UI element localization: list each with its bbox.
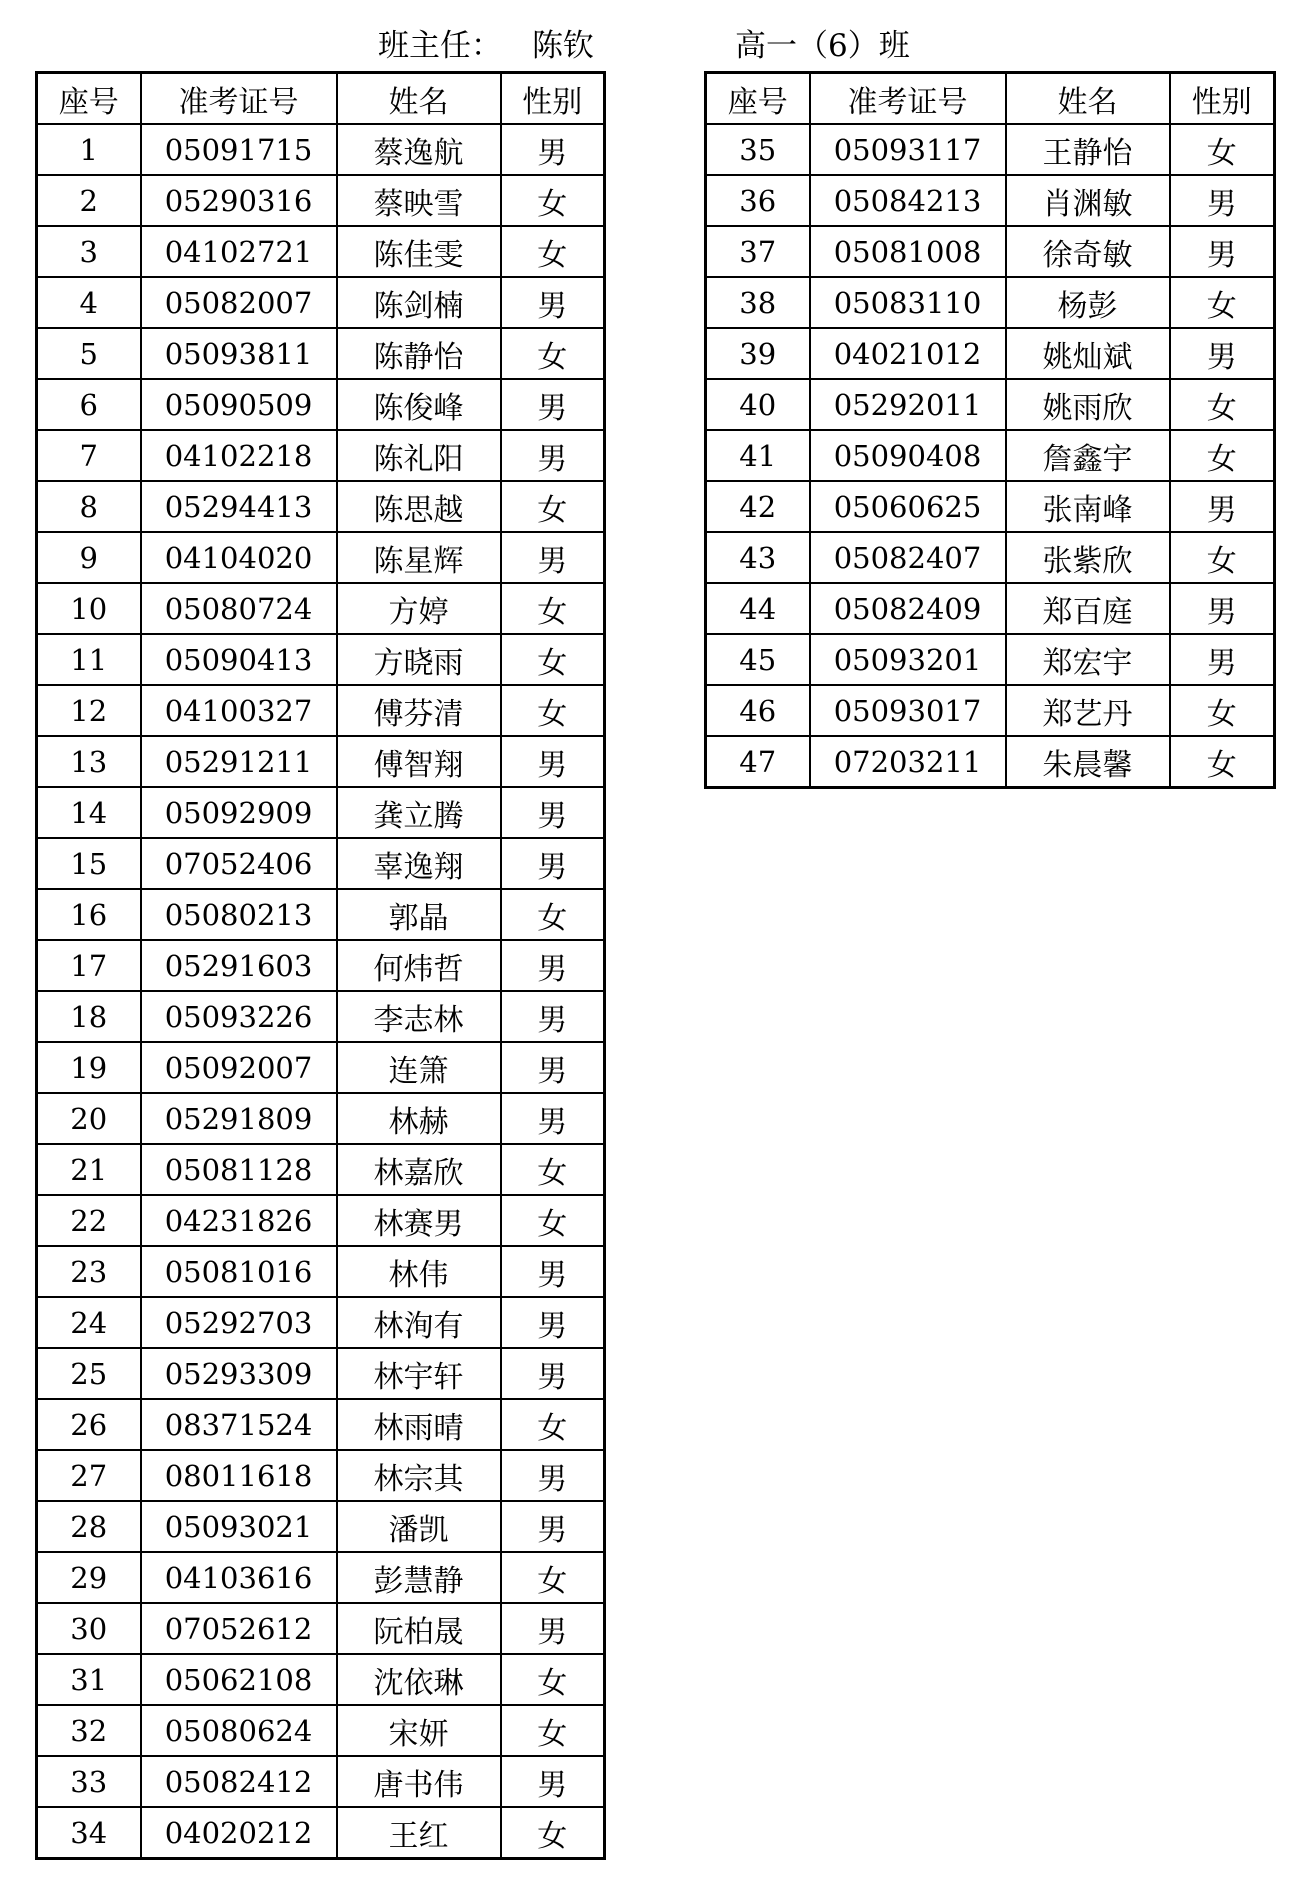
gender-cell: 女 xyxy=(501,1654,605,1705)
seat-number-cell: 38 xyxy=(706,277,810,328)
seat-number-cell: 22 xyxy=(37,1195,141,1246)
table-row xyxy=(706,430,1275,481)
exam-id-cell: 05083110 xyxy=(810,277,1006,328)
exam-id-cell: 05082407 xyxy=(810,532,1006,583)
seat-number-cell: 26 xyxy=(37,1399,141,1450)
seat-number-cell: 19 xyxy=(37,1042,141,1093)
student-name-cell: 连箫 xyxy=(337,1042,501,1093)
exam-id-cell: 05090509 xyxy=(141,379,337,430)
seat-number-cell: 20 xyxy=(37,1093,141,1144)
exam-id-cell: 05082007 xyxy=(141,277,337,328)
table-row xyxy=(37,1246,605,1297)
exam-id-cell: 05081128 xyxy=(141,1144,337,1195)
student-name-cell: 杨彭 xyxy=(1006,277,1170,328)
student-name-cell: 方婷 xyxy=(337,583,501,634)
student-name-cell: 林赛男 xyxy=(337,1195,501,1246)
student-name-cell: 沈依琳 xyxy=(337,1654,501,1705)
exam-id-cell: 05294413 xyxy=(141,481,337,532)
seat-number-cell: 46 xyxy=(706,685,810,736)
table-row xyxy=(37,991,605,1042)
student-name-cell: 林雨晴 xyxy=(337,1399,501,1450)
gender-cell: 男 xyxy=(501,1093,605,1144)
exam-id-cell: 05090413 xyxy=(141,634,337,685)
gender-cell: 女 xyxy=(501,328,605,379)
table-row xyxy=(37,1807,605,1859)
seat-number-cell: 17 xyxy=(37,940,141,991)
exam-id-cell: 05093021 xyxy=(141,1501,337,1552)
seat-number-cell: 18 xyxy=(37,991,141,1042)
seat-number-cell: 24 xyxy=(37,1297,141,1348)
exam-id-cell: 05092909 xyxy=(141,787,337,838)
seat-number-cell: 7 xyxy=(37,430,141,481)
student-name-cell: 朱晨馨 xyxy=(1006,736,1170,788)
table-row xyxy=(706,175,1275,226)
gender-cell: 女 xyxy=(501,1399,605,1450)
gender-cell: 女 xyxy=(1170,277,1275,328)
table-row xyxy=(37,1705,605,1756)
gender-cell: 女 xyxy=(1170,124,1275,175)
seat-number-cell: 39 xyxy=(706,328,810,379)
exam-id-cell: 05082409 xyxy=(810,583,1006,634)
seat-number-cell: 15 xyxy=(37,838,141,889)
gender-cell: 男 xyxy=(501,1348,605,1399)
exam-id-cell: 04021012 xyxy=(810,328,1006,379)
seat-number-cell: 5 xyxy=(37,328,141,379)
column-header-name: 姓名 xyxy=(337,73,501,125)
exam-id-cell: 05290316 xyxy=(141,175,337,226)
gender-cell: 男 xyxy=(501,838,605,889)
gender-cell: 女 xyxy=(501,1195,605,1246)
student-name-cell: 肖渊敏 xyxy=(1006,175,1170,226)
student-name-cell: 林伟 xyxy=(337,1246,501,1297)
student-name-cell: 阮柏晟 xyxy=(337,1603,501,1654)
table-row xyxy=(37,889,605,940)
table-row xyxy=(37,532,605,583)
table-row xyxy=(706,634,1275,685)
seat-number-cell: 6 xyxy=(37,379,141,430)
gender-cell: 男 xyxy=(501,1042,605,1093)
exam-id-cell: 05093226 xyxy=(141,991,337,1042)
student-name-cell: 王红 xyxy=(337,1807,501,1859)
gender-cell: 男 xyxy=(501,1450,605,1501)
table-row xyxy=(706,124,1275,175)
exam-id-cell: 05081008 xyxy=(810,226,1006,277)
table-row xyxy=(37,430,605,481)
exam-id-cell: 05082412 xyxy=(141,1756,337,1807)
table-row xyxy=(37,634,605,685)
gender-cell: 男 xyxy=(1170,175,1275,226)
column-header-exam-id: 准考证号 xyxy=(141,73,337,125)
table-row xyxy=(37,328,605,379)
seat-number-cell: 4 xyxy=(37,277,141,328)
gender-cell: 女 xyxy=(501,889,605,940)
student-name-cell: 詹鑫宇 xyxy=(1006,430,1170,481)
student-name-cell: 陈佳雯 xyxy=(337,226,501,277)
table-row xyxy=(37,175,605,226)
table-row xyxy=(37,1195,605,1246)
exam-id-cell: 07203211 xyxy=(810,736,1006,788)
gender-cell: 男 xyxy=(501,787,605,838)
exam-id-cell: 08011618 xyxy=(141,1450,337,1501)
exam-id-cell: 05080724 xyxy=(141,583,337,634)
table-row xyxy=(706,481,1275,532)
table-row xyxy=(37,1756,605,1807)
table-row xyxy=(37,1552,605,1603)
gender-cell: 男 xyxy=(501,124,605,175)
column-header-exam-id: 准考证号 xyxy=(810,73,1006,125)
gender-cell: 男 xyxy=(501,1246,605,1297)
seat-number-cell: 9 xyxy=(37,532,141,583)
gender-cell: 女 xyxy=(1170,430,1275,481)
exam-id-cell: 08371524 xyxy=(141,1399,337,1450)
exam-id-cell: 05092007 xyxy=(141,1042,337,1093)
gender-cell: 男 xyxy=(501,430,605,481)
seat-number-cell: 21 xyxy=(37,1144,141,1195)
student-name-cell: 辜逸翔 xyxy=(337,838,501,889)
exam-id-cell: 05080624 xyxy=(141,1705,337,1756)
table-header-row xyxy=(37,73,605,125)
seat-number-cell: 31 xyxy=(37,1654,141,1705)
seat-number-cell: 37 xyxy=(706,226,810,277)
seat-number-cell: 11 xyxy=(37,634,141,685)
seat-number-cell: 43 xyxy=(706,532,810,583)
seat-number-cell: 47 xyxy=(706,736,810,788)
gender-cell: 男 xyxy=(501,940,605,991)
student-name-cell: 陈礼阳 xyxy=(337,430,501,481)
table-header-row xyxy=(706,73,1275,125)
student-name-cell: 龚立腾 xyxy=(337,787,501,838)
gender-cell: 女 xyxy=(1170,685,1275,736)
seat-number-cell: 3 xyxy=(37,226,141,277)
teacher-name: 陈钦 xyxy=(532,28,594,64)
table-row xyxy=(706,736,1275,788)
gender-cell: 男 xyxy=(501,1756,605,1807)
gender-cell: 女 xyxy=(501,481,605,532)
exam-id-cell: 05090408 xyxy=(810,430,1006,481)
student-name-cell: 李志林 xyxy=(337,991,501,1042)
seat-number-cell: 36 xyxy=(706,175,810,226)
table-row xyxy=(37,379,605,430)
seat-number-cell: 28 xyxy=(37,1501,141,1552)
seat-number-cell: 12 xyxy=(37,685,141,736)
exam-id-cell: 05292011 xyxy=(810,379,1006,430)
student-name-cell: 陈俊峰 xyxy=(337,379,501,430)
seat-number-cell: 41 xyxy=(706,430,810,481)
table-row xyxy=(37,1093,605,1144)
gender-cell: 女 xyxy=(501,583,605,634)
exam-id-cell: 05093017 xyxy=(810,685,1006,736)
student-name-cell: 蔡逸航 xyxy=(337,124,501,175)
roster-table-right xyxy=(704,71,1276,789)
exam-id-cell: 05291603 xyxy=(141,940,337,991)
column-header-seat: 座号 xyxy=(37,73,141,125)
roster-table-left xyxy=(35,71,606,1860)
table-row xyxy=(37,1144,605,1195)
student-name-cell: 蔡映雪 xyxy=(337,175,501,226)
seat-number-cell: 2 xyxy=(37,175,141,226)
table-row xyxy=(37,1348,605,1399)
table-row xyxy=(37,1603,605,1654)
exam-id-cell: 05293309 xyxy=(141,1348,337,1399)
exam-id-cell: 05292703 xyxy=(141,1297,337,1348)
table-row xyxy=(37,226,605,277)
gender-cell: 男 xyxy=(1170,583,1275,634)
column-header-seat: 座号 xyxy=(706,73,810,125)
seat-number-cell: 25 xyxy=(37,1348,141,1399)
student-name-cell: 郭晶 xyxy=(337,889,501,940)
seat-number-cell: 13 xyxy=(37,736,141,787)
exam-id-cell: 05081016 xyxy=(141,1246,337,1297)
student-name-cell: 林宗其 xyxy=(337,1450,501,1501)
student-name-cell: 林嘉欣 xyxy=(337,1144,501,1195)
gender-cell: 男 xyxy=(501,1603,605,1654)
table-row xyxy=(706,328,1275,379)
table-row xyxy=(37,583,605,634)
exam-id-cell: 07052406 xyxy=(141,838,337,889)
table-row xyxy=(37,1501,605,1552)
gender-cell: 男 xyxy=(501,736,605,787)
seat-number-cell: 40 xyxy=(706,379,810,430)
student-name-cell: 唐书伟 xyxy=(337,1756,501,1807)
gender-cell: 男 xyxy=(1170,226,1275,277)
student-name-cell: 宋妍 xyxy=(337,1705,501,1756)
table-row xyxy=(37,838,605,889)
gender-cell: 女 xyxy=(1170,736,1275,788)
gender-cell: 女 xyxy=(501,685,605,736)
student-name-cell: 林宇轩 xyxy=(337,1348,501,1399)
student-name-cell: 陈星辉 xyxy=(337,532,501,583)
table-row xyxy=(37,124,605,175)
seat-number-cell: 27 xyxy=(37,1450,141,1501)
gender-cell: 男 xyxy=(501,1501,605,1552)
seat-number-cell: 1 xyxy=(37,124,141,175)
exam-id-cell: 07052612 xyxy=(141,1603,337,1654)
seat-number-cell: 45 xyxy=(706,634,810,685)
column-header-gender: 性别 xyxy=(501,73,605,125)
seat-number-cell: 34 xyxy=(37,1807,141,1859)
gender-cell: 男 xyxy=(501,532,605,583)
gender-cell: 女 xyxy=(501,226,605,277)
table-row xyxy=(706,379,1275,430)
table-row xyxy=(706,532,1275,583)
exam-id-cell: 04104020 xyxy=(141,532,337,583)
student-name-cell: 何炜哲 xyxy=(337,940,501,991)
table-row xyxy=(37,787,605,838)
seat-number-cell: 44 xyxy=(706,583,810,634)
seat-number-cell: 23 xyxy=(37,1246,141,1297)
student-name-cell: 彭慧静 xyxy=(337,1552,501,1603)
exam-id-cell: 05093117 xyxy=(810,124,1006,175)
student-name-cell: 徐奇敏 xyxy=(1006,226,1170,277)
student-name-cell: 傅智翔 xyxy=(337,736,501,787)
table-row xyxy=(706,685,1275,736)
student-name-cell: 郑艺丹 xyxy=(1006,685,1170,736)
gender-cell: 男 xyxy=(501,1297,605,1348)
seat-number-cell: 10 xyxy=(37,583,141,634)
teacher-label: 班主任： xyxy=(378,28,502,64)
student-name-cell: 王静怡 xyxy=(1006,124,1170,175)
gender-cell: 女 xyxy=(1170,532,1275,583)
class-name: 高一（6）班 xyxy=(735,28,910,64)
exam-id-cell: 04102218 xyxy=(141,430,337,481)
gender-cell: 女 xyxy=(1170,379,1275,430)
student-name-cell: 林洵有 xyxy=(337,1297,501,1348)
seat-number-cell: 8 xyxy=(37,481,141,532)
exam-id-cell: 05093811 xyxy=(141,328,337,379)
table-row xyxy=(37,1042,605,1093)
seat-number-cell: 32 xyxy=(37,1705,141,1756)
gender-cell: 女 xyxy=(501,634,605,685)
student-name-cell: 郑百庭 xyxy=(1006,583,1170,634)
gender-cell: 女 xyxy=(501,1807,605,1859)
exam-id-cell: 04020212 xyxy=(141,1807,337,1859)
student-name-cell: 陈思越 xyxy=(337,481,501,532)
table-row xyxy=(37,940,605,991)
table-row xyxy=(37,1654,605,1705)
student-name-cell: 傅芬清 xyxy=(337,685,501,736)
table-row xyxy=(37,1399,605,1450)
table-row xyxy=(37,685,605,736)
gender-cell: 男 xyxy=(501,991,605,1042)
seat-number-cell: 14 xyxy=(37,787,141,838)
exam-id-cell: 05091715 xyxy=(141,124,337,175)
table-row xyxy=(37,481,605,532)
table-row xyxy=(37,1297,605,1348)
gender-cell: 女 xyxy=(501,1705,605,1756)
table-row xyxy=(37,277,605,328)
seat-number-cell: 16 xyxy=(37,889,141,940)
gender-cell: 男 xyxy=(501,277,605,328)
exam-id-cell: 04102721 xyxy=(141,226,337,277)
gender-cell: 女 xyxy=(501,175,605,226)
gender-cell: 男 xyxy=(1170,328,1275,379)
seat-number-cell: 30 xyxy=(37,1603,141,1654)
student-name-cell: 姚雨欣 xyxy=(1006,379,1170,430)
student-name-cell: 潘凯 xyxy=(337,1501,501,1552)
exam-id-cell: 05291809 xyxy=(141,1093,337,1144)
seat-number-cell: 35 xyxy=(706,124,810,175)
table-row xyxy=(37,736,605,787)
exam-id-cell: 04103616 xyxy=(141,1552,337,1603)
table-row xyxy=(37,1450,605,1501)
exam-id-cell: 05062108 xyxy=(141,1654,337,1705)
table-row xyxy=(706,583,1275,634)
exam-id-cell: 04231826 xyxy=(141,1195,337,1246)
student-name-cell: 张南峰 xyxy=(1006,481,1170,532)
gender-cell: 男 xyxy=(501,379,605,430)
student-name-cell: 姚灿斌 xyxy=(1006,328,1170,379)
exam-id-cell: 05093201 xyxy=(810,634,1006,685)
gender-cell: 女 xyxy=(501,1144,605,1195)
exam-id-cell: 05060625 xyxy=(810,481,1006,532)
exam-id-cell: 05080213 xyxy=(141,889,337,940)
gender-cell: 女 xyxy=(501,1552,605,1603)
seat-number-cell: 42 xyxy=(706,481,810,532)
exam-id-cell: 05291211 xyxy=(141,736,337,787)
student-name-cell: 陈静怡 xyxy=(337,328,501,379)
student-name-cell: 陈剑楠 xyxy=(337,277,501,328)
student-name-cell: 林赫 xyxy=(337,1093,501,1144)
exam-id-cell: 04100327 xyxy=(141,685,337,736)
student-name-cell: 张紫欣 xyxy=(1006,532,1170,583)
gender-cell: 男 xyxy=(1170,634,1275,685)
table-row xyxy=(706,277,1275,328)
table-row xyxy=(706,226,1275,277)
gender-cell: 男 xyxy=(1170,481,1275,532)
student-name-cell: 郑宏宇 xyxy=(1006,634,1170,685)
seat-number-cell: 29 xyxy=(37,1552,141,1603)
seat-number-cell: 33 xyxy=(37,1756,141,1807)
column-header-name: 姓名 xyxy=(1006,73,1170,125)
column-header-gender: 性别 xyxy=(1170,73,1275,125)
exam-id-cell: 05084213 xyxy=(810,175,1006,226)
student-name-cell: 方晓雨 xyxy=(337,634,501,685)
